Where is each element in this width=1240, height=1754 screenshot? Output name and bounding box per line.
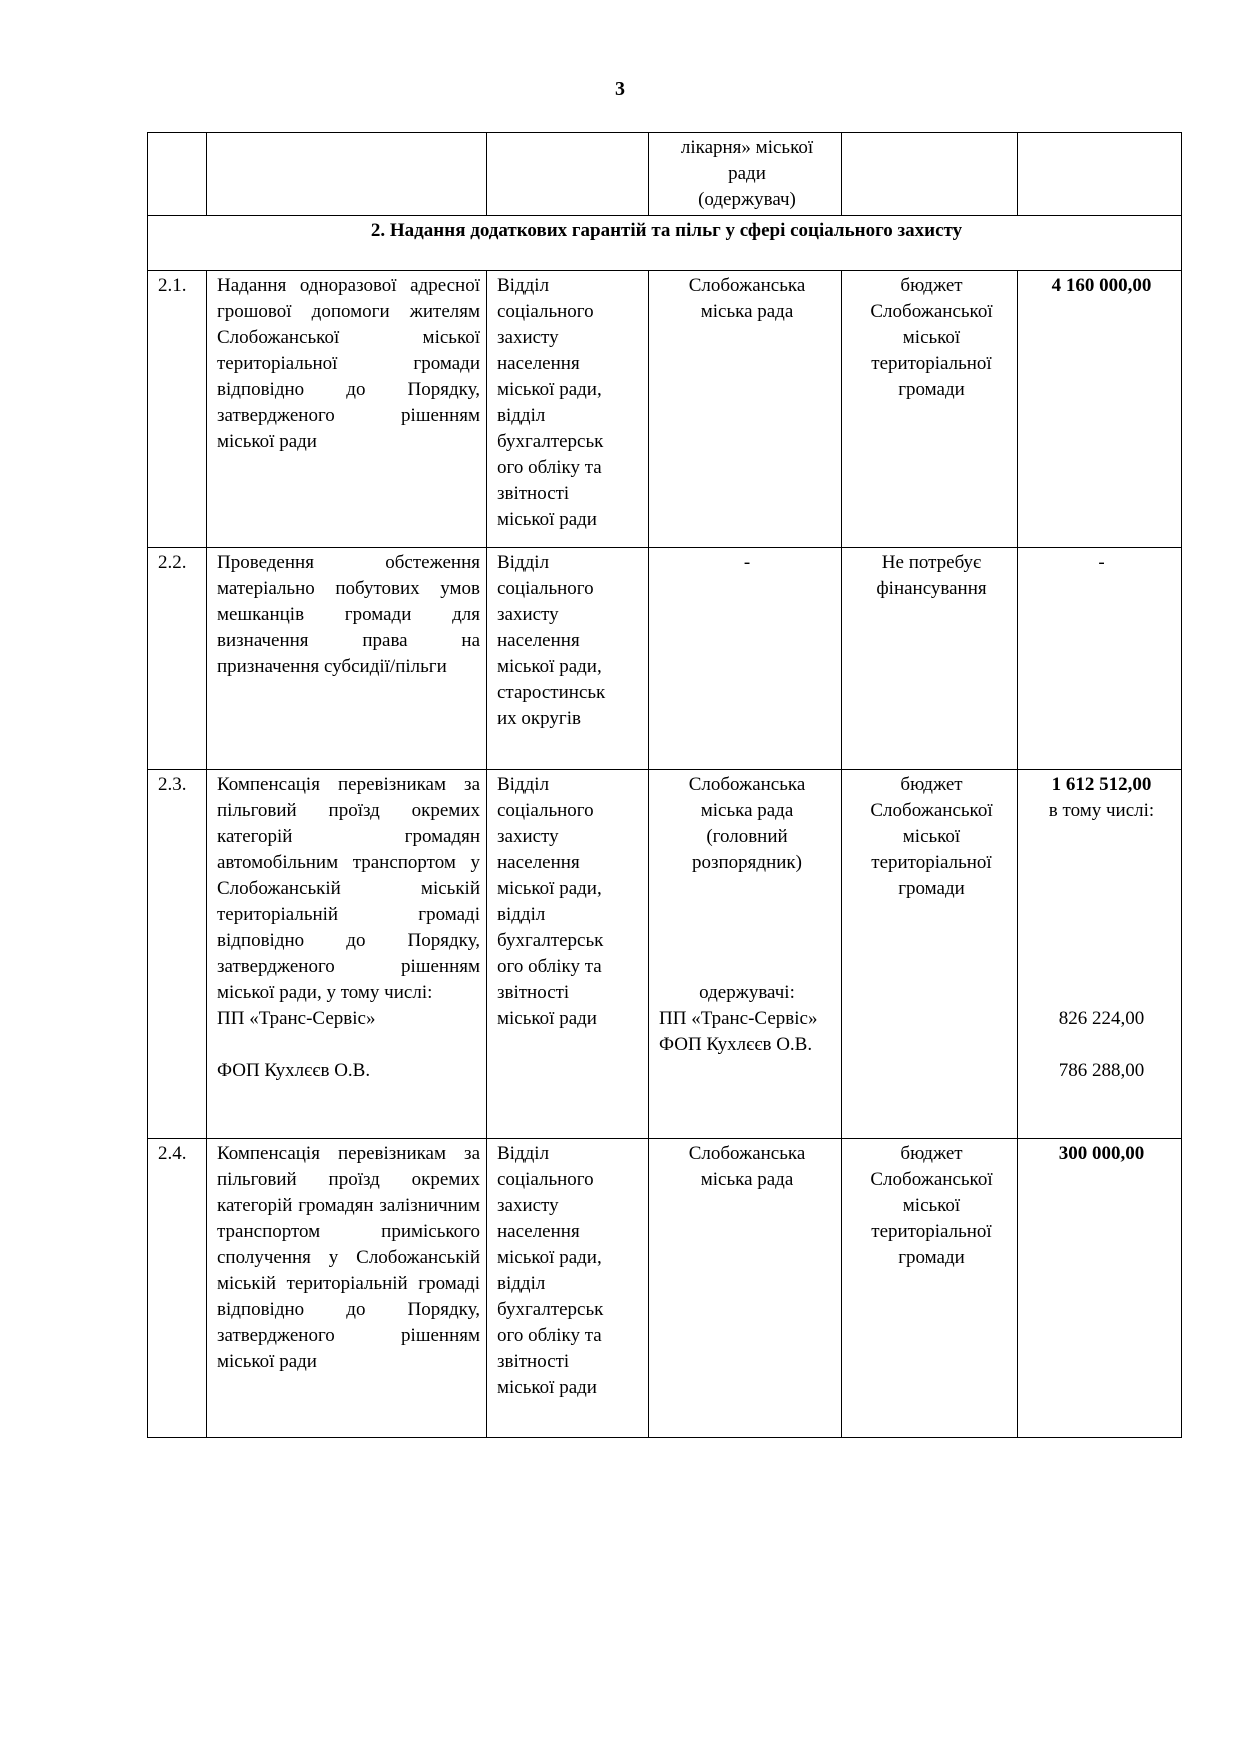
measure-text: Компенсація перевізникам за пільговий проїзд окремих категорій громадян автомобільним транспортом у Слобожанській міській територіальній громаді відповідно до Порядку, затвердженого рішенням міської ради, у тому числі: <box>217 774 480 1003</box>
manager-text: Слобожанська міська рада (головний розпорядник) <box>688 774 806 873</box>
sub-recipient-2: ФОП Кухлєєв О.В. <box>217 1060 371 1081</box>
table-row <box>148 133 1182 216</box>
recipient-cell: лікарня» міської ради (одержувач) <box>649 133 842 216</box>
amount-cell: 300 000,00 <box>1018 1139 1182 1438</box>
row-number: 2.3. <box>148 770 207 1139</box>
amount-cell: - <box>1018 548 1182 770</box>
manager-cell: - <box>649 548 842 770</box>
program-table <box>147 132 1182 1438</box>
executor-cell: Відділ соціального захисту населення міської ради, відділ бухгалтерськ ого обліку та звітності міської ради <box>487 271 649 548</box>
measure-cell: Компенсація перевізникам за пільговий проїзд окремих категорій громадян залізничним транспортом приміського сполучення у Слобожанській міській територіальній громаді відповідно до Порядку, затвердженого рішенням міської ради <box>207 1139 487 1438</box>
table-row <box>148 271 1182 548</box>
amount-2: 786 288,00 <box>1058 1060 1145 1081</box>
executor-cell: Відділ соціального захисту населення міської ради, старостинськ их округів <box>487 548 649 770</box>
executor-cell: Відділ соціального захисту населення міської ради, відділ бухгалтерськ ого обліку та звітності міської ради <box>487 770 649 1139</box>
table-row <box>148 770 1182 1139</box>
measure-cell: Проведення обстеження матеріально побутових умов мешканців громади для визначення права на призначення субсидії/пільги <box>207 548 487 770</box>
amount-total: 1 612 512,00 <box>1051 774 1152 795</box>
source-cell: бюджет Слобожанської міської територіальної громади <box>842 271 1018 548</box>
measure-cell <box>207 770 487 1139</box>
measure-cell: Надання одноразової адресної грошової допомоги жителям Слобожанської міської територіальної громади відповідно до Порядку, затвердженого рішенням міської ради <box>207 271 487 548</box>
recipient-1: ПП «Транс-Сервіс» <box>659 1008 818 1029</box>
source-cell: бюджет Слобожанської міської територіальної громади <box>842 770 1018 1139</box>
sub-recipient-1: ПП «Транс-Сервіс» <box>217 1008 376 1029</box>
section-title: 2. Надання додаткових гарантій та пільг у сфері соціального захисту <box>148 216 1182 271</box>
amount-note: в тому числі: <box>1048 800 1155 821</box>
amount-cell: 4 160 000,00 <box>1018 271 1182 548</box>
executor-cell: Відділ соціального захисту населення міської ради, відділ бухгалтерськ ого обліку та звітності міської ради <box>487 1139 649 1438</box>
table-row <box>148 548 1182 770</box>
manager-cell: Слобожанська міська рада <box>649 271 842 548</box>
manager-cell <box>649 770 842 1139</box>
manager-cell: Слобожанська міська рада <box>649 1139 842 1438</box>
amount-1: 826 224,00 <box>1058 1008 1145 1029</box>
source-cell: бюджет Слобожанської міської територіальної громади <box>842 1139 1018 1438</box>
row-number: 2.1. <box>148 271 207 548</box>
row-number: 2.2. <box>148 548 207 770</box>
recipient-2: ФОП Кухлєєв О.В. <box>659 1034 813 1055</box>
source-cell: Не потребує фінансування <box>842 548 1018 770</box>
row-number: 2.4. <box>148 1139 207 1438</box>
amount-cell <box>1018 770 1182 1139</box>
section-row <box>148 216 1182 271</box>
table-row <box>148 1139 1182 1438</box>
recipients-label: одержувачі: <box>699 982 795 1003</box>
page-number: 3 <box>615 78 625 100</box>
